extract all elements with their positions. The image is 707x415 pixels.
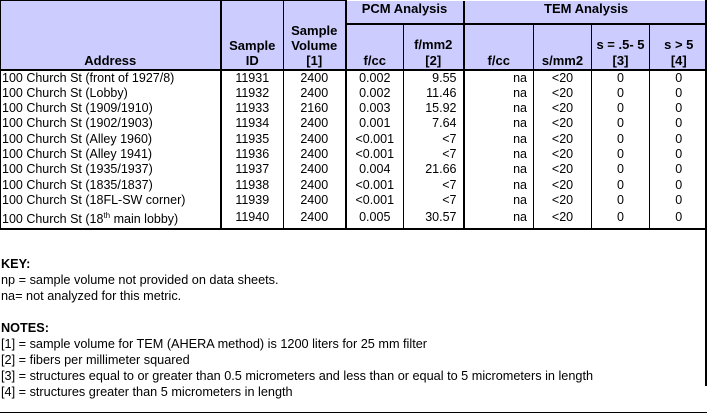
address-text: 100 Church St (Lobby) xyxy=(2,85,128,100)
table-body xyxy=(1,70,707,229)
tem-sgt5-cell: 0 xyxy=(650,178,707,193)
tem-s05-5-cell: 0 xyxy=(592,101,650,116)
address-superscript: th xyxy=(103,211,111,221)
address-cell xyxy=(1,86,221,101)
sample-volume-cell: 2400 xyxy=(284,162,346,177)
pcm-fmm2-cell: 9.55 xyxy=(404,70,464,86)
tem-s05-5-cell: 0 xyxy=(592,178,650,193)
address-cell xyxy=(1,162,221,177)
header-sample-volume xyxy=(284,1,346,70)
sample-volume-cell: 2400 xyxy=(284,147,346,162)
sample-id-cell: 11933 xyxy=(221,101,284,116)
tem-fcc-cell: na xyxy=(464,193,534,208)
note-line-2: [2] = fibers per millimeter squared xyxy=(1,353,190,367)
tem-sgt5-cell: 0 xyxy=(650,208,707,228)
table-row xyxy=(1,147,707,162)
tem-smm2-cell: <20 xyxy=(534,178,592,193)
pcm-fcc-cell: <0.001 xyxy=(346,193,404,208)
address-cell xyxy=(1,70,221,86)
tem-smm2-cell: <20 xyxy=(534,101,592,116)
pcm-fmm2-cell: 30.57 xyxy=(404,208,464,228)
tem-s05-5-cell: 0 xyxy=(592,70,650,86)
header-tem-smm2: s/mm2 xyxy=(534,24,592,70)
tem-smm2-cell: <20 xyxy=(534,70,592,86)
header-sample-volume-line1: Sample xyxy=(291,22,338,38)
header-sample-volume-line2: Volume xyxy=(291,37,338,53)
table-row xyxy=(1,162,707,177)
address-cell xyxy=(1,132,221,147)
tem-fcc-cell: na xyxy=(464,178,534,193)
table-row xyxy=(1,86,707,101)
pcm-fmm2-cell: <7 xyxy=(404,193,464,208)
header-tem-sgt5 xyxy=(650,24,707,70)
page-bottom-border xyxy=(0,412,707,413)
address-cell xyxy=(1,178,221,193)
tem-s05-5-cell: 0 xyxy=(592,116,650,131)
address-text: 100 Church St (front of 1927/8) xyxy=(2,70,175,85)
tem-fcc-cell: na xyxy=(464,147,534,162)
tem-sgt5-cell: 0 xyxy=(650,162,707,177)
tem-sgt5-cell: 0 xyxy=(650,193,707,208)
address-text: 100 Church St (18 xyxy=(2,212,104,227)
header-tem-s05-5-line2: [3] xyxy=(612,52,629,68)
sample-volume-cell: 2400 xyxy=(284,86,346,101)
sample-id-cell: 11936 xyxy=(221,147,284,162)
header-tem-fcc: f/cc xyxy=(464,24,534,70)
tem-sgt5-cell: 0 xyxy=(650,147,707,162)
sample-id-cell: 11938 xyxy=(221,178,284,193)
pcm-fcc-cell: 0.004 xyxy=(346,162,404,177)
key-heading: KEY: xyxy=(1,257,31,271)
pcm-fcc-cell: 0.003 xyxy=(346,101,404,116)
tem-sgt5-cell: 0 xyxy=(650,70,707,86)
header-sample-volume-line3: [1] xyxy=(306,53,323,69)
tem-s05-5-cell: 0 xyxy=(592,208,650,228)
tem-fcc-cell: na xyxy=(464,162,534,177)
tem-fcc-cell: na xyxy=(464,101,534,116)
pcm-fmm2-cell: 15.92 xyxy=(404,101,464,116)
pcm-fcc-cell: 0.005 xyxy=(346,208,404,228)
sample-id-cell: 11939 xyxy=(221,193,284,208)
address-text: 100 Church St (18FL-SW corner) xyxy=(2,192,186,207)
sample-volume-cell: 2160 xyxy=(284,101,346,116)
tem-smm2-cell: <20 xyxy=(534,116,592,131)
note-line-3: [3] = structures equal to or greater than 0.5 micrometers and less than or equal to 5 micrometers in length xyxy=(1,369,594,383)
tem-s05-5-cell: 0 xyxy=(592,147,650,162)
pcm-fmm2-cell: <7 xyxy=(404,147,464,162)
tem-sgt5-cell: 0 xyxy=(650,101,707,116)
header-tem-s05-5-line1: s = .5- 5 xyxy=(596,36,645,52)
address-cell xyxy=(1,116,221,131)
notes-section xyxy=(1,256,593,400)
address-text: 100 Church St (1835/1837) xyxy=(2,177,153,192)
address-cell xyxy=(1,101,221,116)
address-text: 100 Church St (1902/1903) xyxy=(2,116,153,131)
tem-smm2-cell: <20 xyxy=(534,147,592,162)
sample-id-cell: 11931 xyxy=(221,70,284,86)
table-row xyxy=(1,132,707,147)
address-cell xyxy=(1,208,221,228)
sample-id-cell: 11940 xyxy=(221,208,284,228)
header-tem-s05-5 xyxy=(592,24,650,70)
pcm-fmm2-cell: 21.66 xyxy=(404,162,464,177)
header-pcm-analysis: PCM Analysis xyxy=(346,1,464,24)
sample-id-cell: 11935 xyxy=(221,132,284,147)
pcm-fcc-cell: 0.001 xyxy=(346,116,404,131)
sample-volume-cell: 2400 xyxy=(284,208,346,228)
header-pcm-fcc: f/cc xyxy=(346,24,404,70)
header-tem-sgt5-line2: [4] xyxy=(670,52,687,68)
sample-id-cell: 11934 xyxy=(221,116,284,131)
pcm-fcc-cell: <0.001 xyxy=(346,132,404,147)
address-text: 100 Church St (1909/1910) xyxy=(2,101,153,116)
tem-fcc-cell: na xyxy=(464,132,534,147)
sample-id-cell: 11937 xyxy=(221,162,284,177)
tem-smm2-cell: <20 xyxy=(534,86,592,101)
table-row xyxy=(1,116,707,131)
tem-smm2-cell: <20 xyxy=(534,132,592,147)
address-cell xyxy=(1,147,221,162)
table-row xyxy=(1,193,707,208)
pcm-fmm2-cell: 7.64 xyxy=(404,116,464,131)
header-address: Address xyxy=(1,1,221,70)
tem-fcc-cell: na xyxy=(464,116,534,131)
header-pcm-fmm2 xyxy=(404,24,464,70)
table-row xyxy=(1,101,707,116)
address-text: 100 Church St (Alley 1941) xyxy=(2,146,153,161)
table-row xyxy=(1,178,707,193)
key-line-np: np = sample volume not provided on data sheets. xyxy=(1,273,279,287)
header-pcm-fmm2-line2: [2] xyxy=(425,52,442,68)
address-text: 100 Church St (1935/1937) xyxy=(2,162,153,177)
tem-fcc-cell: na xyxy=(464,208,534,228)
tem-fcc-cell: na xyxy=(464,86,534,101)
tem-s05-5-cell: 0 xyxy=(592,193,650,208)
tem-sgt5-cell: 0 xyxy=(650,86,707,101)
pcm-fmm2-cell: <7 xyxy=(404,178,464,193)
header-sample-id-line2: ID xyxy=(245,53,259,69)
sample-volume-cell: 2400 xyxy=(284,178,346,193)
sample-volume-cell: 2400 xyxy=(284,132,346,147)
header-tem-sgt5-line1: s > 5 xyxy=(664,36,694,52)
notes-heading: NOTES: xyxy=(1,321,49,335)
address-tail: main lobby) xyxy=(110,212,179,227)
sample-id-cell: 11932 xyxy=(221,86,284,101)
table-row xyxy=(1,208,707,228)
note-line-1: [1] = sample volume for TEM (AHERA method) is 1200 liters for 25 mm filter xyxy=(1,337,428,351)
tem-smm2-cell: <20 xyxy=(534,193,592,208)
tem-sgt5-cell: 0 xyxy=(650,116,707,131)
pcm-fcc-cell: <0.001 xyxy=(346,178,404,193)
header-tem-analysis: TEM Analysis xyxy=(464,1,707,24)
address-cell xyxy=(1,193,221,208)
tem-s05-5-cell: 0 xyxy=(592,86,650,101)
tem-smm2-cell: <20 xyxy=(534,162,592,177)
key-line-na: na= not analyzed for this metric. xyxy=(1,289,182,303)
tem-sgt5-cell: 0 xyxy=(650,132,707,147)
note-line-4: [4] = structures greater than 5 micrometers in length xyxy=(1,385,293,399)
sample-volume-cell: 2400 xyxy=(284,116,346,131)
sample-volume-cell: 2400 xyxy=(284,70,346,86)
tem-smm2-cell: <20 xyxy=(534,208,592,228)
pcm-fcc-cell: <0.001 xyxy=(346,147,404,162)
pcm-fmm2-cell: <7 xyxy=(404,132,464,147)
pcm-fcc-cell: 0.002 xyxy=(346,70,404,86)
pcm-fcc-cell: 0.002 xyxy=(346,86,404,101)
pcm-fmm2-cell: 11.46 xyxy=(404,86,464,101)
tem-s05-5-cell: 0 xyxy=(592,132,650,147)
tem-s05-5-cell: 0 xyxy=(592,162,650,177)
table-row xyxy=(1,70,707,86)
header-pcm-fmm2-line1: f/mm2 xyxy=(414,36,453,52)
header-sample-id-line1: Sample xyxy=(229,37,276,53)
address-text: 100 Church St (Alley 1960) xyxy=(2,131,153,146)
tem-fcc-cell: na xyxy=(464,70,534,86)
header-sample-id xyxy=(221,1,284,70)
sample-volume-cell: 2400 xyxy=(284,193,346,208)
